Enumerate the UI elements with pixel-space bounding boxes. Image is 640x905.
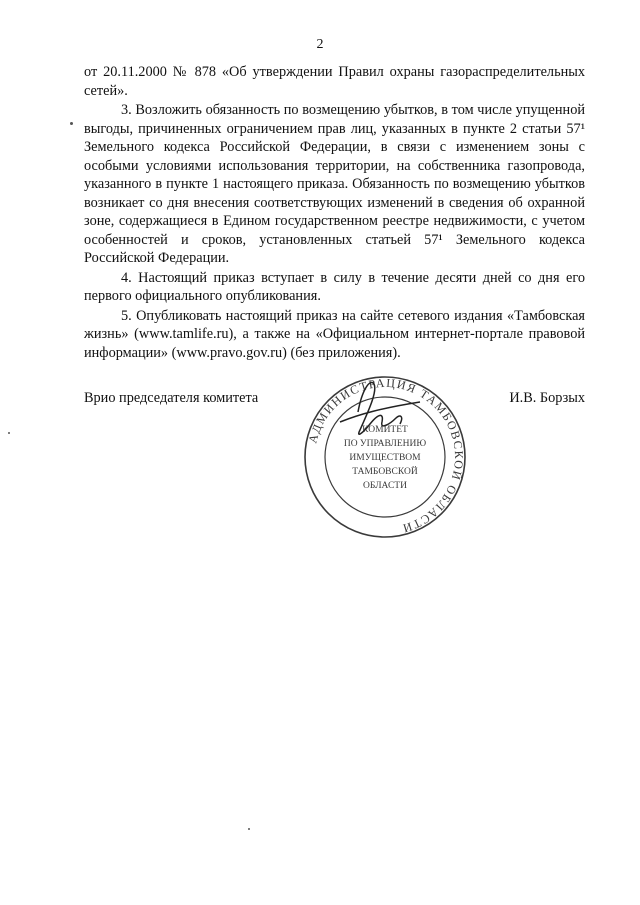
paragraph-item-5: 5. Опубликовать настоящий приказ на сайте сетевого издания «Тамбовская жизнь» (www.tamlife.ru), а также на «Официальном интернет-портале правовой информации» (www.pravo.gov.ru) (без приложения). xyxy=(84,307,585,361)
scan-speck xyxy=(248,828,250,830)
paragraph-item-4: 4. Настоящий приказ вступает в силу в течение десяти дней со дня его первого официального опубликования. xyxy=(84,269,585,304)
svg-text:ТАМБОВСКОЙ: ТАМБОВСКОЙ xyxy=(352,467,418,477)
page-number: 2 xyxy=(316,37,324,52)
signatory-name: И.В. Борзых xyxy=(509,390,585,406)
paragraph-continuation: от 20.11.2000 № 878 «Об утверждении Правил охраны газораспределительных сетей». xyxy=(84,64,585,99)
svg-text:ОБЛАСТИ: ОБЛАСТИ xyxy=(363,481,407,491)
official-seal-stamp xyxy=(300,372,470,542)
signatory-position: Врио председателя комитета xyxy=(84,390,259,406)
paragraph-item-3: 3. Возложить обязанность по возмещению убытков, в том числе упущенной выгоды, причиненных ограничением прав лиц, указанных в пункте 2 статьи 57¹ Земельного кодекса Российской Федерации, в связи с изменением зоны с особыми условиями использования территории, на собственника газопровода, указанного в пункте 1 настоящего приказа. Обязанность по возмещению убытков возникает со дня внесения соответствующих изменений в сведения об охранной зоне, содержащиеся в Едином государственном реестре недвижимости, с учетом особенностей и сроков, установленных статьей 57¹ Земельного кодекса Российской Федерации. xyxy=(84,102,585,266)
scan-speck xyxy=(8,432,10,434)
order-body xyxy=(84,63,585,362)
svg-text:ИМУЩЕСТВОМ: ИМУЩЕСТВОМ xyxy=(349,453,421,463)
svg-text:ПО УПРАВЛЕНИЮ: ПО УПРАВЛЕНИЮ xyxy=(343,439,427,449)
scan-speck xyxy=(70,122,73,125)
svg-text:КОМИТЕТ: КОМИТЕТ xyxy=(362,425,408,435)
svg-text:АДМИНИСТРАЦИЯ ТАМБОВСКОЙ ОБЛАС: АДМИНИСТРАЦИЯ ТАМБОВСКОЙ ОБЛАСТИ xyxy=(305,375,467,536)
